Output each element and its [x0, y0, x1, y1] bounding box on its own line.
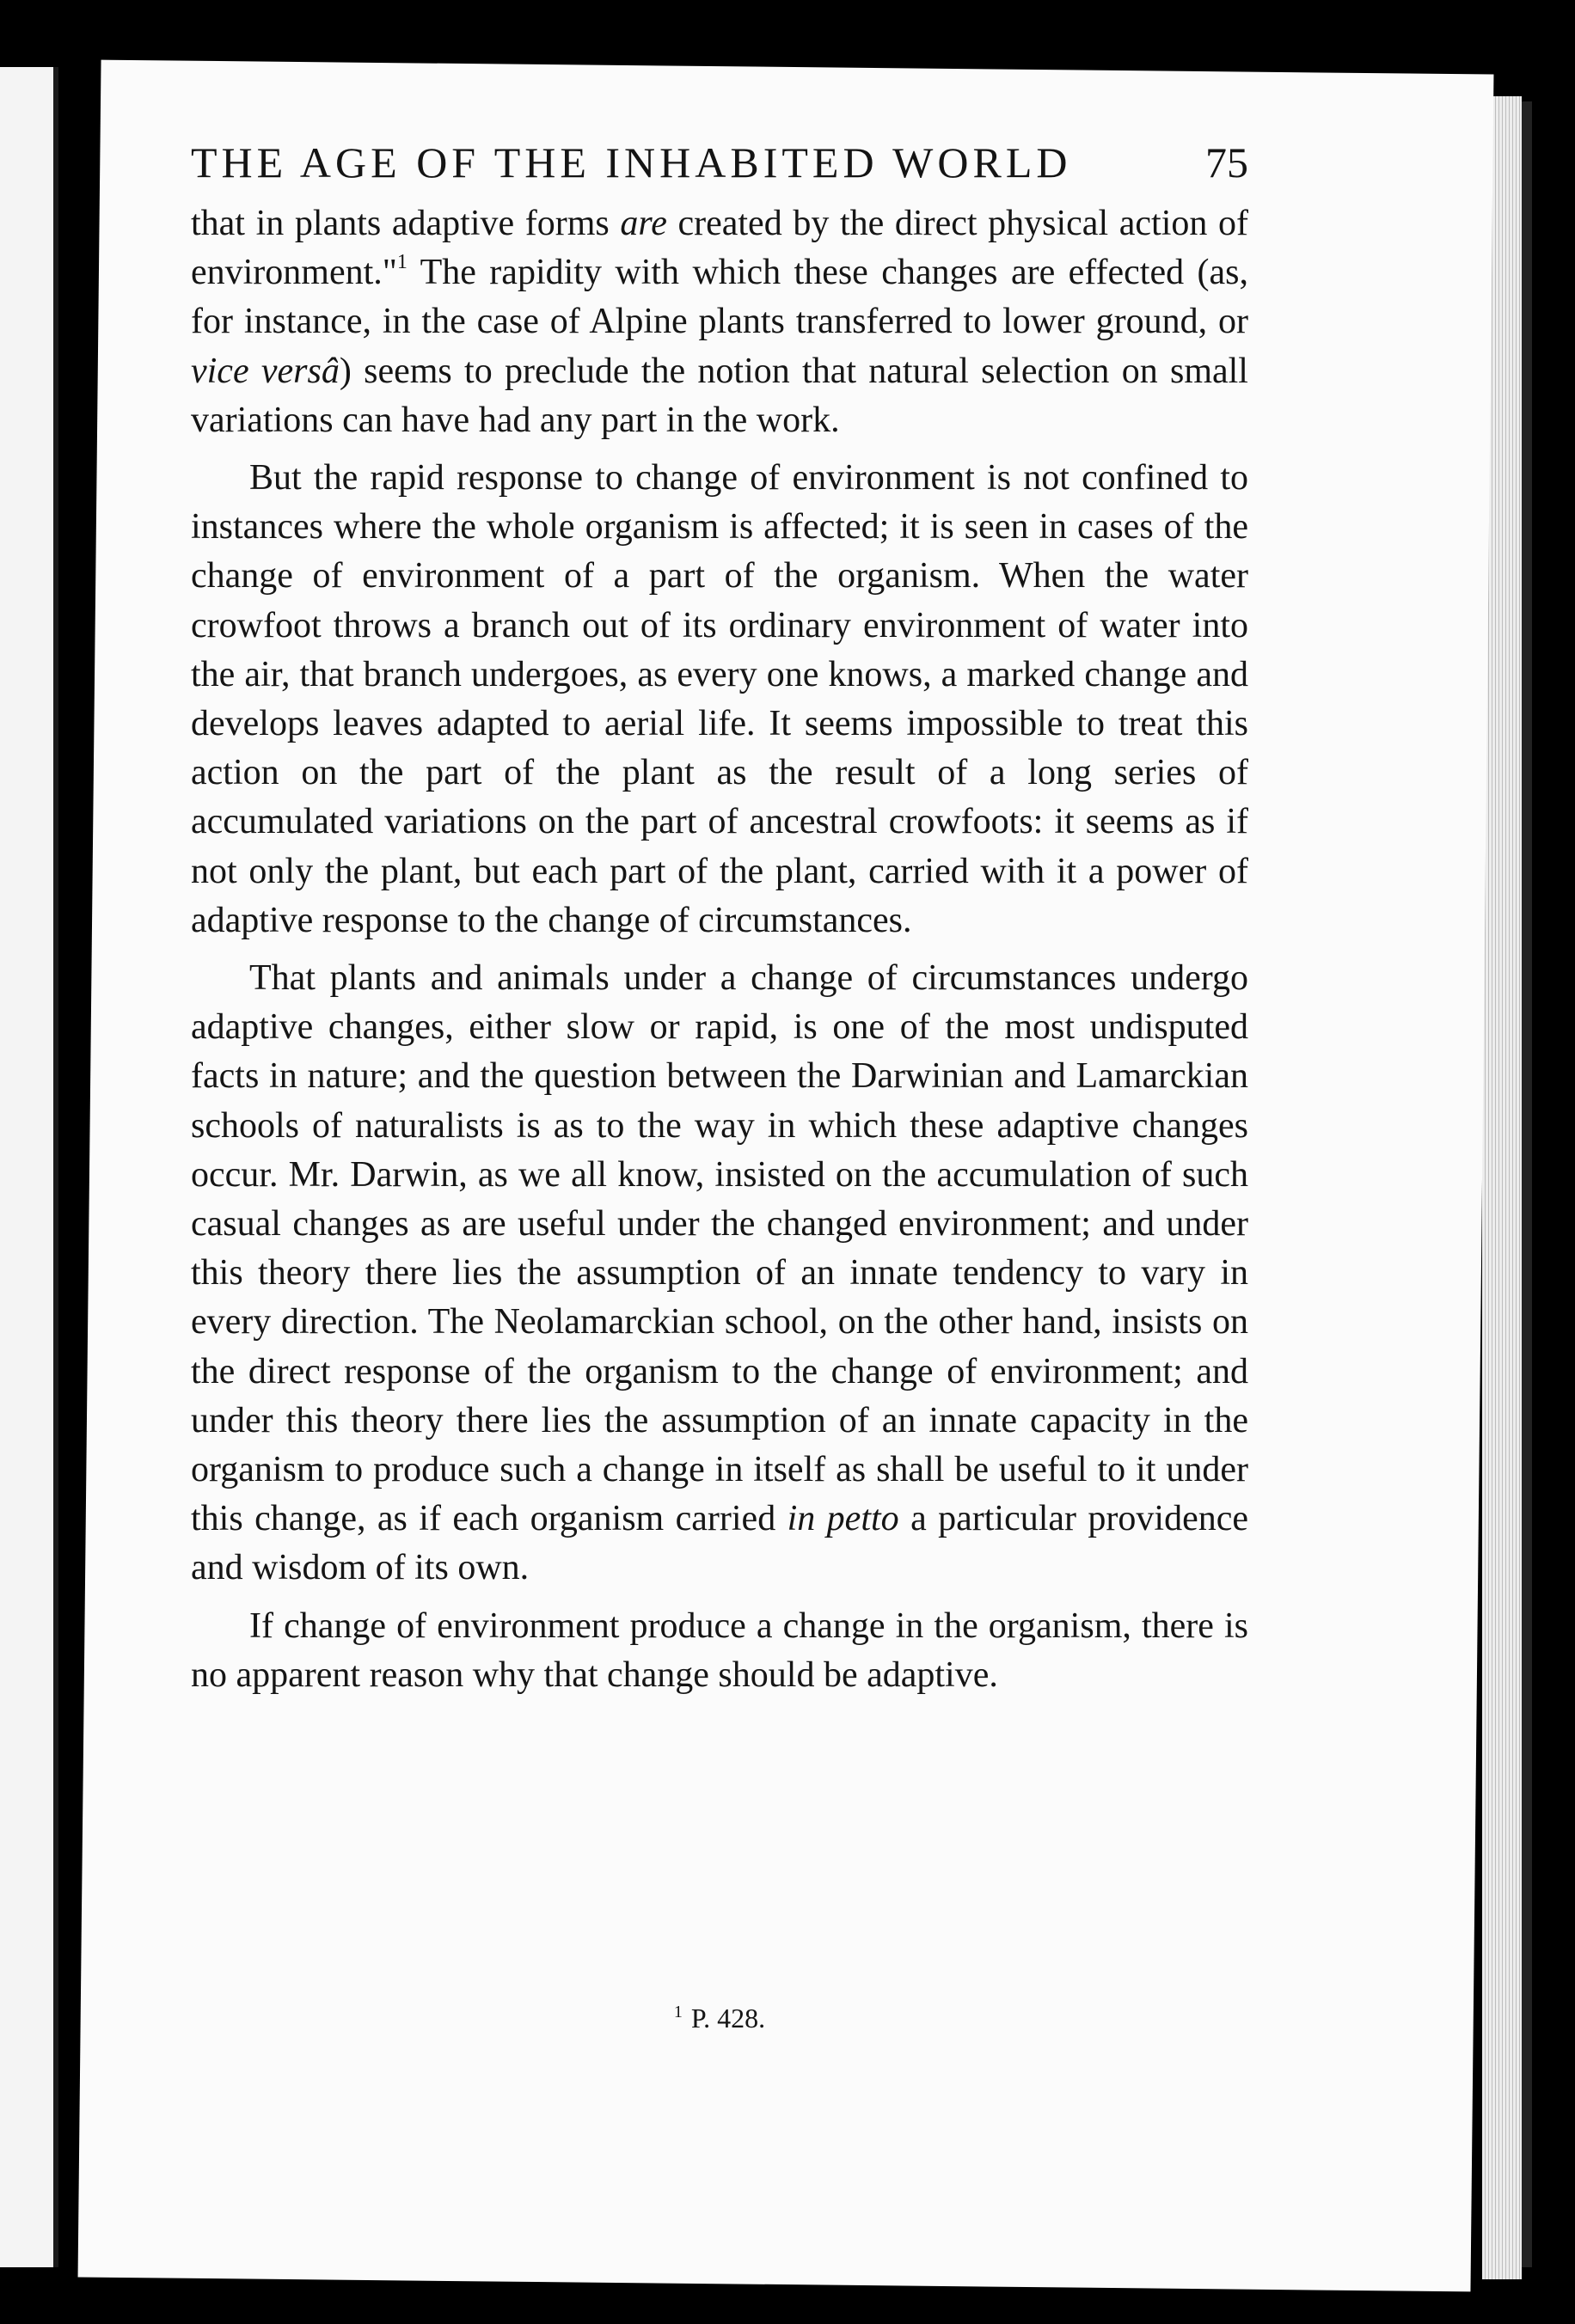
italic-text: vice versâ	[191, 351, 340, 391]
italic-text: are	[620, 204, 667, 243]
text-segment: a particular providence and wisdom of its own.	[191, 1499, 1248, 1588]
italic-text: in petto	[787, 1499, 899, 1539]
body-text	[191, 199, 1248, 1700]
running-title: THE AGE OF THE INHABITED WORLD	[191, 138, 1072, 187]
footnote-text: P. 428.	[690, 2003, 766, 2034]
paragraph	[191, 454, 1248, 945]
paragraph	[191, 199, 1248, 445]
footnote	[191, 2003, 1248, 2034]
text-segment: that in plants adaptive forms	[191, 204, 621, 243]
text-segment: That plants and animals under a change of circumstances undergo adaptive changes, either slow or rapid, is one of the most undisputed facts in nature; and the question between the Darwinian and Lamarckian schools of naturalists is as to the way in which these adaptive changes occur. Mr. Darwin, as we all know, insisted on the accumulation of such casual changes as are useful under the changed environment; and under this theory there lies the assumption of an innate tendency to vary in every direction. The Neolamarckian school, on the other hand, insists on the direct response of the organism to the change of environment; and under this theory there lies the assumption of an innate capacity in the organism to produce such a change in itself as shall be useful to it under this change, as if each organism carried	[191, 958, 1248, 1539]
running-header	[191, 138, 1248, 187]
page-number: 75	[1205, 138, 1248, 187]
footnote-marker: 1	[673, 2003, 683, 2021]
text-segment: The rapidity with which these changes are effected (as, for instance, in the case of Alpine plants transferred to lower ground, or	[191, 253, 1248, 342]
footnote-reference: 1	[396, 251, 408, 274]
paragraph	[191, 954, 1248, 1593]
text-segment: If change of environment produce a change in the organism, there is no apparent reason why that change should be adaptive.	[191, 1605, 1248, 1695]
text-segment: created by the direct physical action of environment."	[191, 204, 1248, 293]
text-segment: ) seems to preclude the notion that natural selection on small variations can have had any part in the work.	[191, 351, 1248, 440]
paragraph	[191, 1602, 1248, 1700]
left-page-edge	[0, 67, 58, 2267]
book-cover-edge	[1522, 101, 1532, 2267]
text-segment: But the rapid response to change of environment is not confined to instances where the whole organism is affected; it is seen in cases of the change of environment of a part of the organism. When the water crowfoot throws a branch out of its ordinary environment of water into the air, that branch undergoes, as every one knows, a marked change and develops leaves adapted to aerial life. It seems impossible to treat this action on the part of the plant as the result of a long series of accumulated variations on the part of ancestral crowfoots: it seems as if not only the plant, but each part of the plant, carried with it a power of adaptive response to the change of circumstances.	[191, 458, 1248, 940]
